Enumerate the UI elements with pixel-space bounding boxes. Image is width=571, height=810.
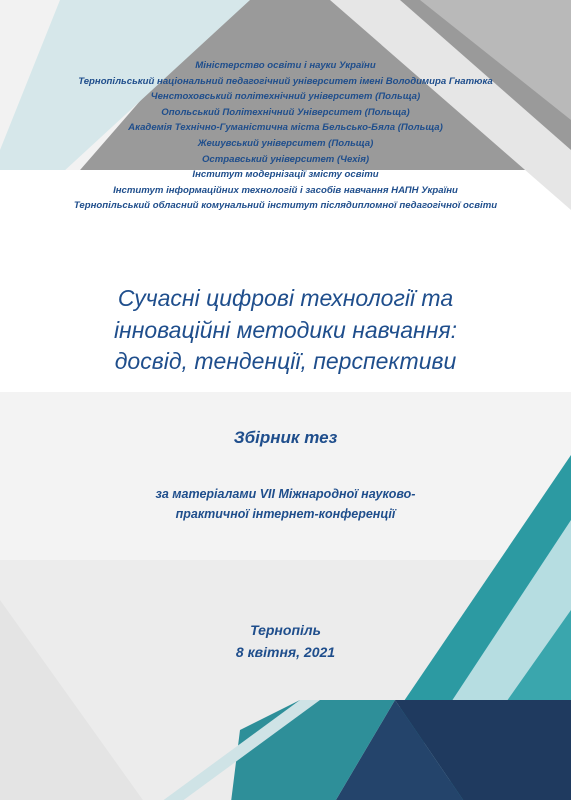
conference-line: практичної інтернет-конференції [175,507,396,521]
organizer-line: Тернопільський обласний комунальний інститут післядипломної педагогічної освіти [73,200,498,212]
organizer-line: Остравський університет (Чехія) [201,153,370,165]
organizer-line: Інститут модернізації змісту освіти [192,169,379,181]
conference-line: за матеріалами VII Міжнародної науково- [155,487,416,501]
organizer-line: Міністерство освіти і науки України [195,60,376,71]
title-line: досвід, тенденції, перспективи [114,348,457,374]
title-line: інноваційні методики навчання: [113,316,458,343]
mid-white-band [0,392,571,560]
conference-info [0,484,571,524]
title-line: Сучасні цифрові технології та [117,285,454,311]
organizer-line: Опольський Політехнічний Університет (Польща) [161,106,410,118]
place-date [0,619,571,663]
organizer-line: Тернопільський національний педагогічний університет імені Володимира Гнатюка [78,75,493,87]
organizer-line: Академія Технічно-Гуманістична міста Бельсько-Бяла (Польща) [128,122,443,134]
date: 8 квітня, 2021 [235,644,336,660]
organizer-line: Ченстоховський політехнічний університет (Польща) [150,91,421,103]
book-title [0,283,571,378]
organizers-list [0,58,571,214]
organizer-line: Інститут інформаційних технологій і засобів навчання НАПН України [113,184,458,196]
book-subtitle: Збірник тез [233,428,338,447]
white-footer-line [0,800,571,810]
city: Тернопіль [250,622,321,638]
organizer-line: Жешувський університет (Польща) [197,137,374,149]
